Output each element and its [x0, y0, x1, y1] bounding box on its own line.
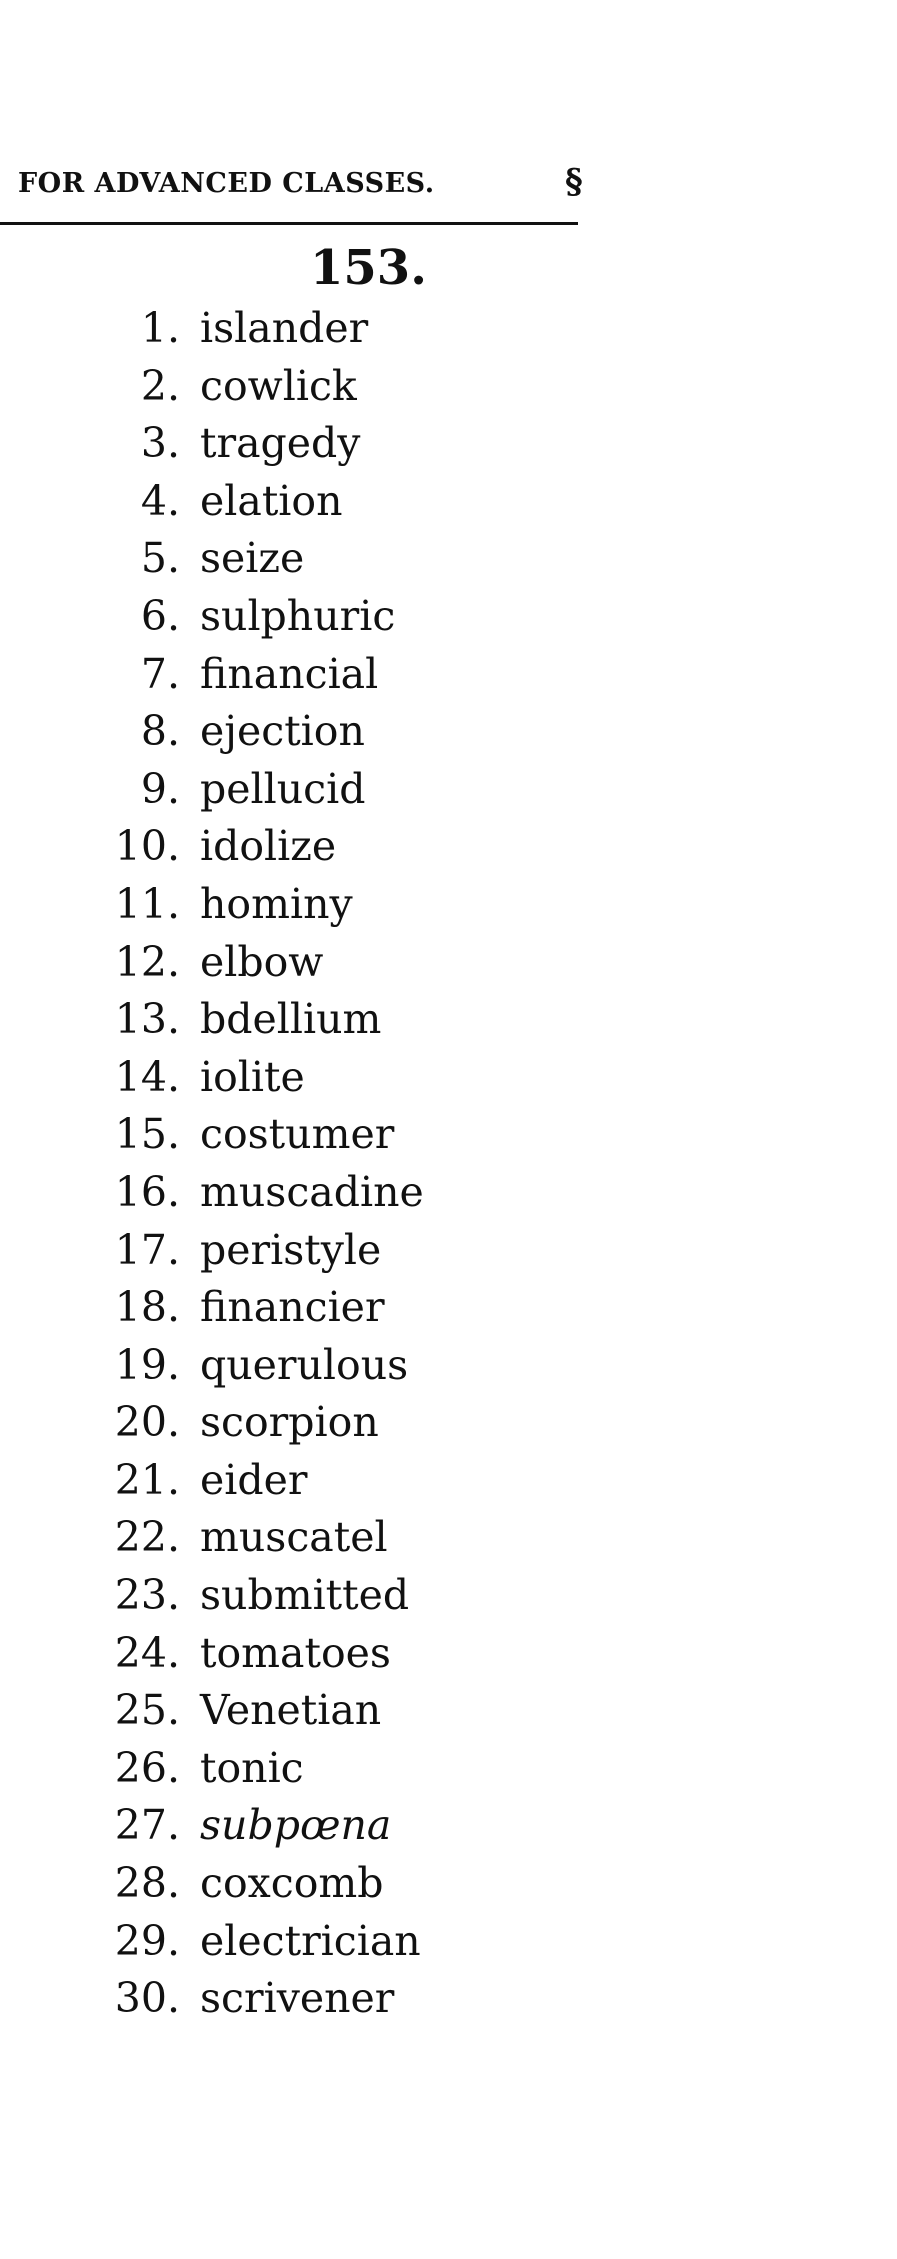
list-item — [0, 358, 600, 416]
item-number: 9. — [140, 764, 180, 813]
item-word: idolize — [200, 822, 337, 871]
list-item — [0, 300, 600, 358]
section-number: 153. — [310, 240, 427, 296]
item-word: pellucid — [200, 764, 366, 813]
item-word: muscatel — [200, 1513, 388, 1562]
item-number: 28. — [114, 1859, 180, 1908]
item-number: 12. — [114, 937, 180, 986]
item-number: 29. — [114, 1916, 180, 1965]
item-number: 2. — [140, 361, 180, 410]
list-item — [0, 818, 600, 876]
item-word: tomatoes — [200, 1628, 391, 1677]
list-item — [0, 1913, 600, 1971]
item-word: scorpion — [200, 1398, 379, 1447]
list-item — [0, 1567, 600, 1625]
list-item — [0, 1106, 600, 1164]
list-item — [0, 1682, 600, 1740]
item-number: 10. — [114, 822, 180, 871]
item-word: querulous — [200, 1340, 409, 1389]
list-item — [0, 1855, 600, 1913]
list-item — [0, 1394, 600, 1452]
item-word: ejection — [200, 707, 365, 756]
item-word: eider — [200, 1455, 308, 1504]
item-word: subpœna — [200, 1801, 392, 1850]
item-number: 30. — [114, 1974, 180, 2023]
item-word: bdellium — [200, 995, 382, 1044]
list-item — [0, 876, 600, 934]
item-number: 14. — [114, 1052, 180, 1101]
item-number: 25. — [114, 1686, 180, 1735]
item-number: 6. — [140, 591, 180, 640]
item-number: 15. — [114, 1110, 180, 1159]
item-word: costumer — [200, 1110, 395, 1159]
list-item — [0, 1797, 600, 1855]
item-word: tonic — [200, 1743, 304, 1792]
item-word: financier — [200, 1283, 385, 1332]
list-item — [0, 1049, 600, 1107]
item-number: 7. — [140, 649, 180, 698]
item-word: peristyle — [200, 1225, 382, 1274]
list-item — [0, 761, 600, 819]
item-number: 17. — [114, 1225, 180, 1274]
item-word: elation — [200, 476, 343, 525]
item-word: islander — [200, 304, 369, 352]
item-word: Venetian — [200, 1686, 382, 1735]
item-word: submitted — [200, 1571, 410, 1620]
item-number: 8. — [140, 707, 180, 756]
item-word: hominy — [200, 879, 353, 928]
running-head: FOR ADVANCED CLASSES. — [18, 168, 435, 199]
item-word: elbow — [200, 937, 324, 986]
list-item — [0, 1222, 600, 1280]
item-number: 13. — [114, 995, 180, 1044]
item-number: 18. — [114, 1283, 180, 1332]
item-word: tragedy — [200, 419, 361, 468]
list-item — [0, 1164, 600, 1222]
item-number: 24. — [114, 1628, 180, 1677]
item-number: 1. — [140, 304, 180, 352]
item-word: sulphuric — [200, 591, 396, 640]
list-item — [0, 646, 600, 704]
item-number: 23. — [114, 1571, 180, 1620]
list-item — [0, 703, 600, 761]
item-number: 27. — [114, 1801, 180, 1850]
list-item — [0, 991, 600, 1049]
item-word: electrician — [200, 1916, 421, 1965]
item-word: financial — [200, 649, 379, 698]
list-item — [0, 934, 600, 992]
item-number: 5. — [140, 534, 180, 583]
list-item — [0, 588, 600, 646]
item-number: 16. — [114, 1167, 180, 1216]
item-word: coxcomb — [200, 1859, 384, 1908]
list-item — [0, 1970, 600, 2028]
item-word: muscadine — [200, 1167, 424, 1216]
item-word: seize — [200, 534, 305, 583]
header-rule — [0, 222, 578, 225]
item-number: 26. — [114, 1743, 180, 1792]
item-number: 19. — [114, 1340, 180, 1389]
item-word: iolite — [200, 1052, 305, 1101]
list-item — [0, 1509, 600, 1567]
list-item — [0, 415, 600, 473]
item-number: 4. — [140, 476, 180, 525]
list-item — [0, 1337, 600, 1395]
word-list — [0, 300, 600, 2028]
page-marker: § — [565, 162, 583, 202]
list-item — [0, 530, 600, 588]
list-item — [0, 1740, 600, 1798]
item-number: 11. — [114, 879, 180, 928]
list-item — [0, 1279, 600, 1337]
list-item — [0, 1625, 600, 1683]
item-number: 20. — [114, 1398, 180, 1447]
item-word: cowlick — [200, 361, 357, 410]
list-item — [0, 1452, 600, 1510]
item-number: 22. — [114, 1513, 180, 1562]
list-item — [0, 473, 600, 531]
item-number: 3. — [140, 419, 180, 468]
item-word: scrivener — [200, 1974, 395, 2023]
item-number: 21. — [114, 1455, 180, 1504]
